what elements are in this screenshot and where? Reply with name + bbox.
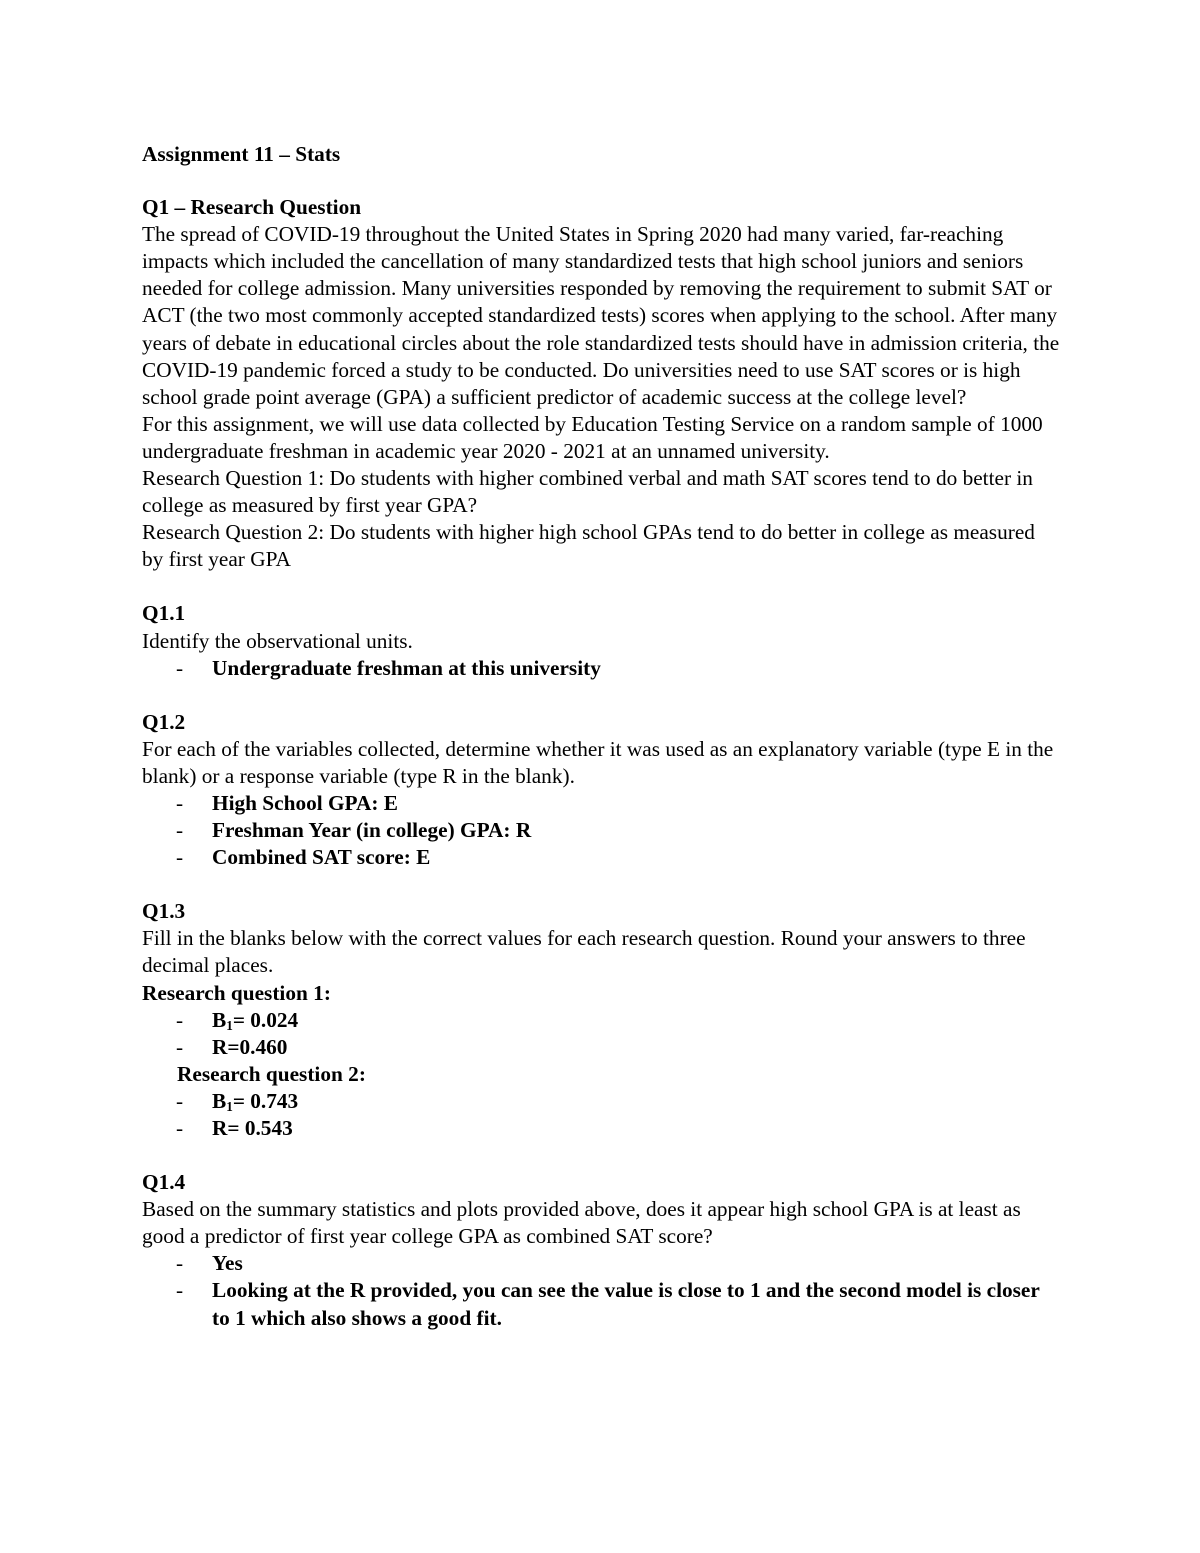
- section-q1-1: [142, 600, 1060, 681]
- q1-1-heading: Q1.1: [142, 601, 186, 626]
- dash-marker: -: [176, 1034, 184, 1059]
- q1-2-prompt: For each of the variables collected, determine whether it was used as an explanatory variable (type E in the blank) or a response variable (type R in the blank).: [142, 736, 1054, 788]
- q1-research-question-2: Research Question 2: Do students with higher high school GPAs tend to do better in college as measured by first year GPA: [142, 520, 1035, 572]
- rq2-r-value: R= 0.543: [212, 1116, 293, 1140]
- rq1-b1-value: = 0.024: [232, 1007, 299, 1032]
- rq2-b1-symbol: B: [212, 1088, 227, 1113]
- q1-4-answer-explanation: Looking at the R provided, you can see the value is close to 1 and the second model is closer to 1 which also shows a good fit.: [212, 1278, 1040, 1330]
- dash-marker: -: [176, 1007, 184, 1032]
- q1-3-heading: Q1.3: [142, 899, 186, 924]
- q1-paragraph-context: The spread of COVID-19 throughout the United States in Spring 2020 had many varied, far-reaching impacts which included the cancellation of many standardized tests that high school juniors and seniors needed for college admission. Many universities responded by removing the requirement to submit SAT or ACT (the two most commonly accepted standardized tests) scores when applying to the school. After many years of debate in educational circles about the role standardized tests should have in admission criteria, the COVID-19 pandemic forced a study to be conducted. Do universities need to use SAT scores or is high school grade point average (GPA) a sufficient predictor of academic success at the college level?: [142, 222, 1060, 409]
- q1-4-answer-list: [142, 1250, 1060, 1331]
- dash-marker: -: [176, 790, 184, 815]
- section-q1-2: [142, 709, 1060, 872]
- q1-2-answer-freshman-gpa: Freshman Year (in college) GPA: R: [212, 818, 532, 843]
- list-item: [142, 817, 1060, 844]
- list-item: [142, 1277, 1060, 1331]
- dash-marker: -: [176, 1251, 184, 1276]
- q1-2-answer-hs-gpa: High School GPA: E: [212, 790, 398, 815]
- list-item: [142, 655, 1060, 682]
- list-item: [142, 1088, 1060, 1115]
- dash-marker: -: [176, 1278, 184, 1303]
- rq1-b1-subscript: 1: [226, 1017, 233, 1033]
- q1-1-prompt: Identify the observational units.: [142, 628, 413, 653]
- q1-4-prompt: Based on the summary statistics and plots provided above, does it appear high school GPA is at least as good a predictor of first year college GPA as combined SAT score?: [142, 1197, 1021, 1249]
- dash-marker: -: [176, 1088, 184, 1113]
- q1-research-question-1: Research Question 1: Do students with higher combined verbal and math SAT scores tend to do better in college as measured by first year GPA?: [142, 466, 1033, 518]
- q1-1-answer: Undergraduate freshman at this university: [212, 655, 601, 680]
- rq1-answer-list: [142, 1007, 1060, 1061]
- list-item: [142, 1034, 1060, 1061]
- list-item: [142, 1250, 1060, 1277]
- q1-4-heading: Q1.4: [142, 1170, 186, 1195]
- dash-marker: -: [176, 655, 184, 680]
- q1-4-answer-yes: Yes: [212, 1251, 243, 1276]
- section-q1: [142, 194, 1060, 573]
- q1-3-prompt: Fill in the blanks below with the correct values for each research question. Round your answers to three decimal places.: [142, 926, 1026, 978]
- rq1-r-value: R=0.460: [212, 1034, 288, 1059]
- list-item: [142, 844, 1060, 871]
- q1-paragraph-data: For this assignment, we will use data collected by Education Testing Service on a random sample of 1000 undergraduate freshman in academic year 2020 - 2021 at an unnamed university.: [142, 411, 1043, 463]
- rq2-b1-value: = 0.743: [232, 1088, 299, 1113]
- q1-2-answer-sat: Combined SAT score: E: [212, 845, 431, 870]
- rq2-b1-subscript: 1: [226, 1098, 233, 1114]
- q1-2-heading: Q1.2: [142, 709, 186, 734]
- list-item: [142, 1115, 1060, 1142]
- section-q1-4: [142, 1169, 1060, 1332]
- q1-heading: Q1 – Research Question: [142, 195, 362, 220]
- list-item: [142, 790, 1060, 817]
- section-q1-3: [142, 898, 1060, 1142]
- document-title: Assignment 11 – Stats: [142, 142, 341, 166]
- rq2-answer-list: [142, 1088, 1060, 1142]
- list-item: [142, 1007, 1060, 1034]
- dash-marker: -: [176, 818, 184, 843]
- q1-2-answer-list: [142, 790, 1060, 871]
- rq2-label: Research question 2:: [177, 1061, 366, 1086]
- rq1-b1-symbol: B: [212, 1007, 227, 1032]
- dash-marker: -: [176, 1116, 184, 1140]
- rq1-label: Research question 1:: [142, 980, 331, 1005]
- q1-1-answer-list: [142, 655, 1060, 682]
- dash-marker: -: [176, 845, 184, 870]
